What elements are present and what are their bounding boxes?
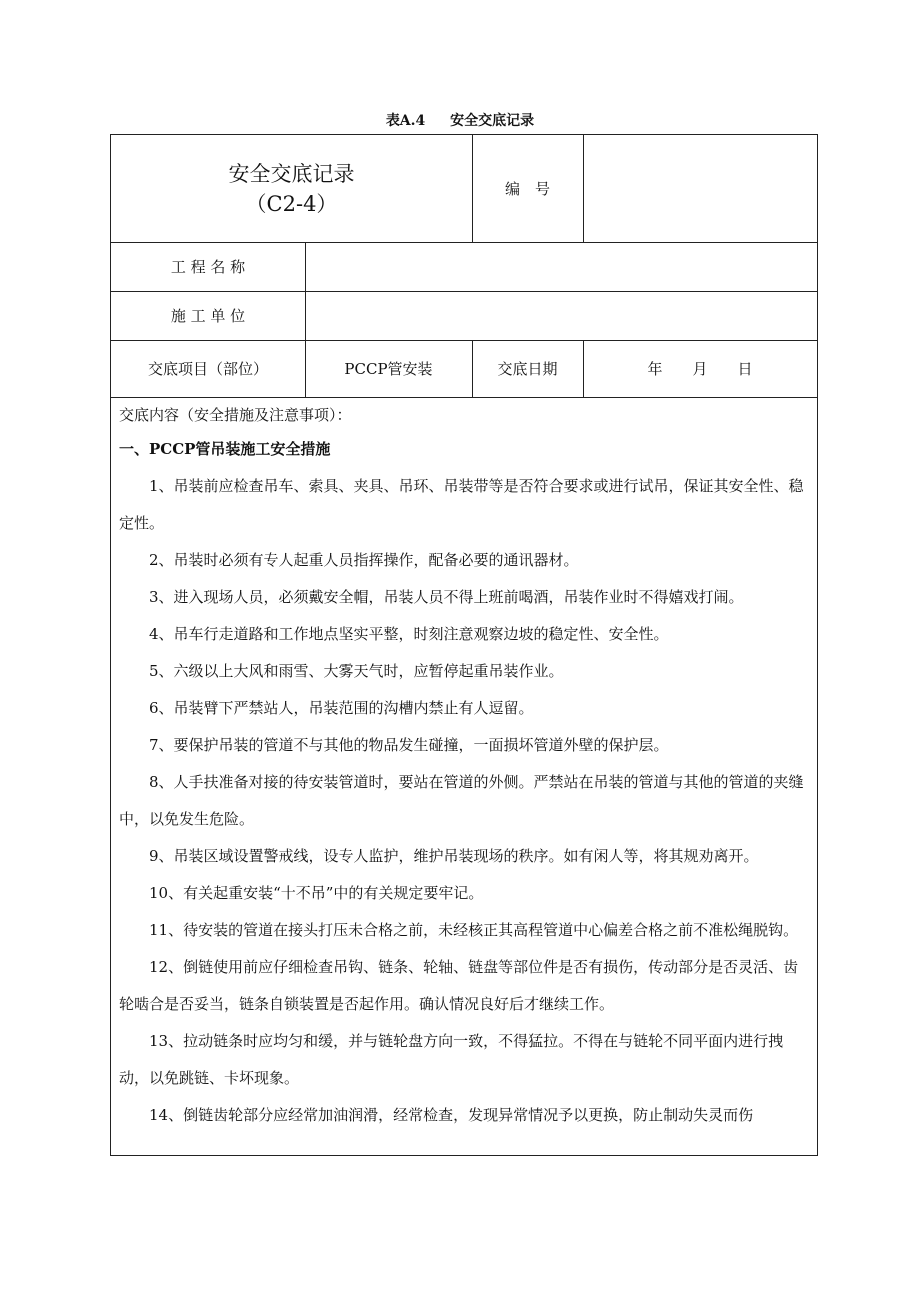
project-name-label-text: 工 程 名 称 [170,258,246,276]
item-label-text: 交底项目（部位） [147,360,268,378]
content-item: 10、有关起重安装“十不吊”中的有关规定要牢记。 [149,884,484,902]
date-label [472,340,583,397]
content-intro: 交底内容（安全措施及注意事项）： [119,406,352,424]
table-caption [0,110,920,130]
content-item: 4、吊车行走道路和工作地点坚实平整，时刻注意观察边坡的稳定性、安全性。 [149,625,669,643]
date-value-text: 年 月 日 [647,360,753,378]
item-label [111,340,305,397]
date-label-text: 交底日期 [497,360,558,378]
content-item: 8、人手扶准备对接的待安装管道时，要站在管道的外侧。严禁站在吊装的管道与其他的管道的夹缝中，以免发生危险。 [119,773,804,828]
project-name-label [111,242,305,291]
contractor-label [111,291,305,340]
doc-title-cell [111,135,472,242]
table-caption-title: 安全交底记录 [450,113,535,129]
content-item: 7、要保护吊装的管道不与其他的物品发生碰撞，一面损坏管道外壁的保护层。 [149,736,669,754]
contractor-label-text: 施 工 单 位 [170,307,246,325]
doc-code: （C2-4） [245,191,338,216]
content-item: 12、倒链使用前应仔细检查吊钩、链条、轮轴、链盘等部位件是否有损伤，传动部分是否灵活、齿轮啮合是否妥当，链条自锁装置是否起作用。确认情况良好后才继续工作。 [119,958,799,1013]
doc-title: 安全交底记录 [228,161,355,186]
contractor-value[interactable] [305,291,817,340]
project-name-value[interactable] [305,242,817,291]
content-item: 3、进入现场人员，必须戴安全帽，吊装人员不得上班前喝酒，吊装作业时不得嬉戏打闹。 [149,588,744,606]
number-label [472,135,583,242]
record-table [110,134,818,1156]
content-item: 2、吊装时必须有专人起重人员指挥操作，配备必要的通讯器材。 [149,551,579,569]
item-value-text: PCCP管安装 [344,360,433,378]
date-value[interactable] [583,340,817,397]
item-value[interactable] [305,340,472,397]
content-item: 13、拉动链条时应均匀和缓，并与链轮盘方向一致，不得猛拉。不得在与链轮不同平面内进行拽动，以免跳链、卡坏现象。 [119,1032,784,1087]
content-item: 5、六级以上大风和雨雪、大雾天气时，应暂停起重吊装作业。 [149,662,564,680]
briefing-content [111,399,817,1134]
section-heading: 一、PCCP管吊装施工安全措施 [119,440,331,458]
row-divider [111,397,817,398]
content-item: 9、吊装区域设置警戒线，设专人监护，维护吊装现场的秩序。如有闲人等，将其规劝离开。 [149,847,759,865]
content-item: 14、倒链齿轮部分应经常加油润滑，经常检查，发现异常情况予以更换，防止制动失灵而伤 [149,1106,754,1124]
content-item: 1、吊装前应检查吊车、索具、夹具、吊环、吊装带等是否符合要求或进行试吊，保证其安全性、稳定性。 [119,477,804,532]
number-label-text: 编 号 [504,180,550,198]
table-number: 表A.4 [385,113,426,129]
content-item: 11、待安装的管道在接头打压未合格之前，未经核正其高程管道中心偏差合格之前不准松绳脱钩。 [149,921,799,939]
number-value[interactable] [583,135,817,242]
content-item: 6、吊装臂下严禁站人，吊装范围的沟槽内禁止有人逗留。 [149,699,534,717]
